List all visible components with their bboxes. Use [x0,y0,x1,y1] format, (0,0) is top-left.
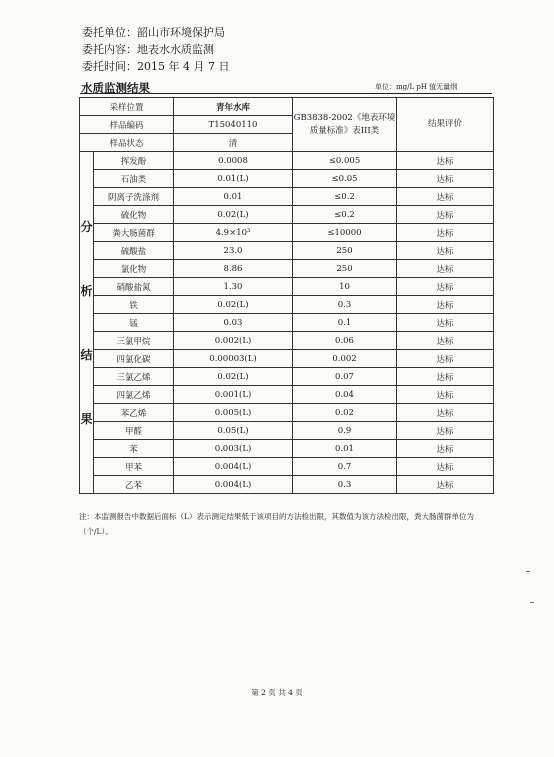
report-header [82,24,229,75]
commission-date: 委托时间：2015 年 4 月 7 日 [82,60,230,73]
evaluation: 达标 [397,188,494,206]
standard-limit: 0.3 [293,476,397,494]
evaluation: 达标 [397,476,494,494]
item-name: 三氯乙烯 [94,368,174,386]
result-row [80,296,494,314]
page-number: 第 2 页 共 4 页 [251,688,303,697]
result-value: 0.02(L) [174,206,293,224]
results-table [79,97,494,494]
sampling-location-row [80,98,494,116]
standard-limit: 0.3 [293,296,397,314]
standard-limit: ≤10000 [293,224,397,242]
result-row [80,422,494,440]
result-value: 0.01 [174,188,293,206]
result-row [80,188,494,206]
evaluation: 达标 [397,314,494,332]
result-value: 0.02(L) [174,296,293,314]
result-value: 0.05(L) [174,422,293,440]
standard-limit: 0.002 [293,350,397,368]
evaluation: 达标 [397,332,494,350]
item-name: 石油类 [94,170,174,188]
item-name: 甲苯 [94,458,174,476]
sampling-location-value: 青年水库 [174,98,293,116]
standard-limit: 250 [293,242,397,260]
result-value: 0.01(L) [174,170,293,188]
sampling-location-label: 采样位置 [80,98,174,116]
standard-limit: 0.9 [293,422,397,440]
item-name: 四氯化碳 [94,350,174,368]
evaluation: 达标 [397,278,494,296]
result-row [80,368,494,386]
result-value: 1.30 [174,278,293,296]
standard-limit: 0.06 [293,332,397,350]
evaluation: 达标 [397,170,494,188]
result-row [80,170,494,188]
header-divider [80,93,492,94]
scan-speck [526,571,530,572]
item-name: 铁 [94,296,174,314]
result-row [80,314,494,332]
item-name: 硫酸盐 [94,242,174,260]
result-value: 23.0 [174,242,293,260]
result-row [80,404,494,422]
result-row [80,440,494,458]
evaluation: 达标 [397,260,494,278]
item-name: 挥发酚 [94,152,174,170]
evaluation: 达标 [397,458,494,476]
result-value: 0.0008 [174,152,293,170]
sample-id-label: 样品编码 [80,116,174,134]
standard-limit: 0.01 [293,440,397,458]
commission-content: 委托内容：地表水水质监测 [82,43,214,56]
result-row [80,224,494,242]
side-label-char: 分 [80,219,93,234]
result-value: 4.9×10³ [174,224,293,242]
result-value: 0.003(L) [174,440,293,458]
evaluation: 达标 [397,206,494,224]
evaluation: 达标 [397,386,494,404]
evaluation: 达标 [397,152,494,170]
result-value: 0.02(L) [174,368,293,386]
section-title: 水质监测结果 [81,81,150,95]
result-value: 0.005(L) [174,404,293,422]
result-row [80,260,494,278]
item-name: 锰 [94,314,174,332]
evaluation: 达标 [397,440,494,458]
evaluation-header: 结果评价 [397,98,494,152]
evaluation: 达标 [397,242,494,260]
standard-limit: 0.7 [293,458,397,476]
evaluation: 达标 [397,296,494,314]
standard-limit: 250 [293,260,397,278]
item-name: 三氯甲烷 [94,332,174,350]
result-row [80,278,494,296]
result-row [80,386,494,404]
result-value: 0.00003(L) [174,350,293,368]
standard-header: GB3838-2002《地表环境质量标准》表III类 [293,98,397,152]
result-row [80,206,494,224]
evaluation: 达标 [397,422,494,440]
result-row [80,152,494,170]
result-row [80,332,494,350]
side-label-char: 果 [80,411,93,426]
standard-limit: ≤0.05 [293,170,397,188]
item-name: 硫化物 [94,206,174,224]
item-name: 甲醛 [94,422,174,440]
client-unit: 委托单位：韶山市环境保护局 [82,26,225,39]
result-value: 8.86 [174,260,293,278]
standard-limit: 0.02 [293,404,397,422]
result-value: 0.03 [174,314,293,332]
standard-limit: 10 [293,278,397,296]
standard-limit: 0.07 [293,368,397,386]
analysis-results-side-label [80,152,94,494]
item-name: 四氯乙烯 [94,386,174,404]
item-name: 粪大肠菌群 [94,224,174,242]
evaluation: 达标 [397,368,494,386]
side-label-char: 析 [80,283,93,298]
evaluation: 达标 [397,404,494,422]
result-row [80,476,494,494]
standard-limit: 0.04 [293,386,397,404]
result-value: 0.004(L) [174,458,293,476]
side-label-char: 结 [80,347,93,362]
item-name: 乙苯 [94,476,174,494]
sample-id-value: T15040110 [174,116,293,134]
result-value: 0.001(L) [174,386,293,404]
result-row [80,350,494,368]
evaluation: 达标 [397,350,494,368]
footnote: 注：本监测报告中数据后面标（L）表示测定结果低于该项目的方法检出限，其数值为该方法检出限，粪大肠菌群单位为（个/L）。 [79,512,474,536]
standard-limit: ≤0.005 [293,152,397,170]
standard-limit: 0.1 [293,314,397,332]
unit-note: 单位：mg/L pH 值无量纲 [375,83,458,91]
item-name: 硝酸盐氮 [94,278,174,296]
standard-limit: ≤0.2 [293,206,397,224]
sample-state-label: 样品状态 [80,134,174,152]
result-value: 0.004(L) [174,476,293,494]
item-name: 氯化物 [94,260,174,278]
item-name: 苯乙烯 [94,404,174,422]
item-name: 苯 [94,440,174,458]
scan-speck [530,602,534,603]
result-row [80,242,494,260]
item-name: 阴离子洗涤剂 [94,188,174,206]
standard-limit: ≤0.2 [293,188,397,206]
result-row [80,458,494,476]
sample-state-value: 清 [174,134,293,152]
result-value: 0.002(L) [174,332,293,350]
evaluation: 达标 [397,224,494,242]
